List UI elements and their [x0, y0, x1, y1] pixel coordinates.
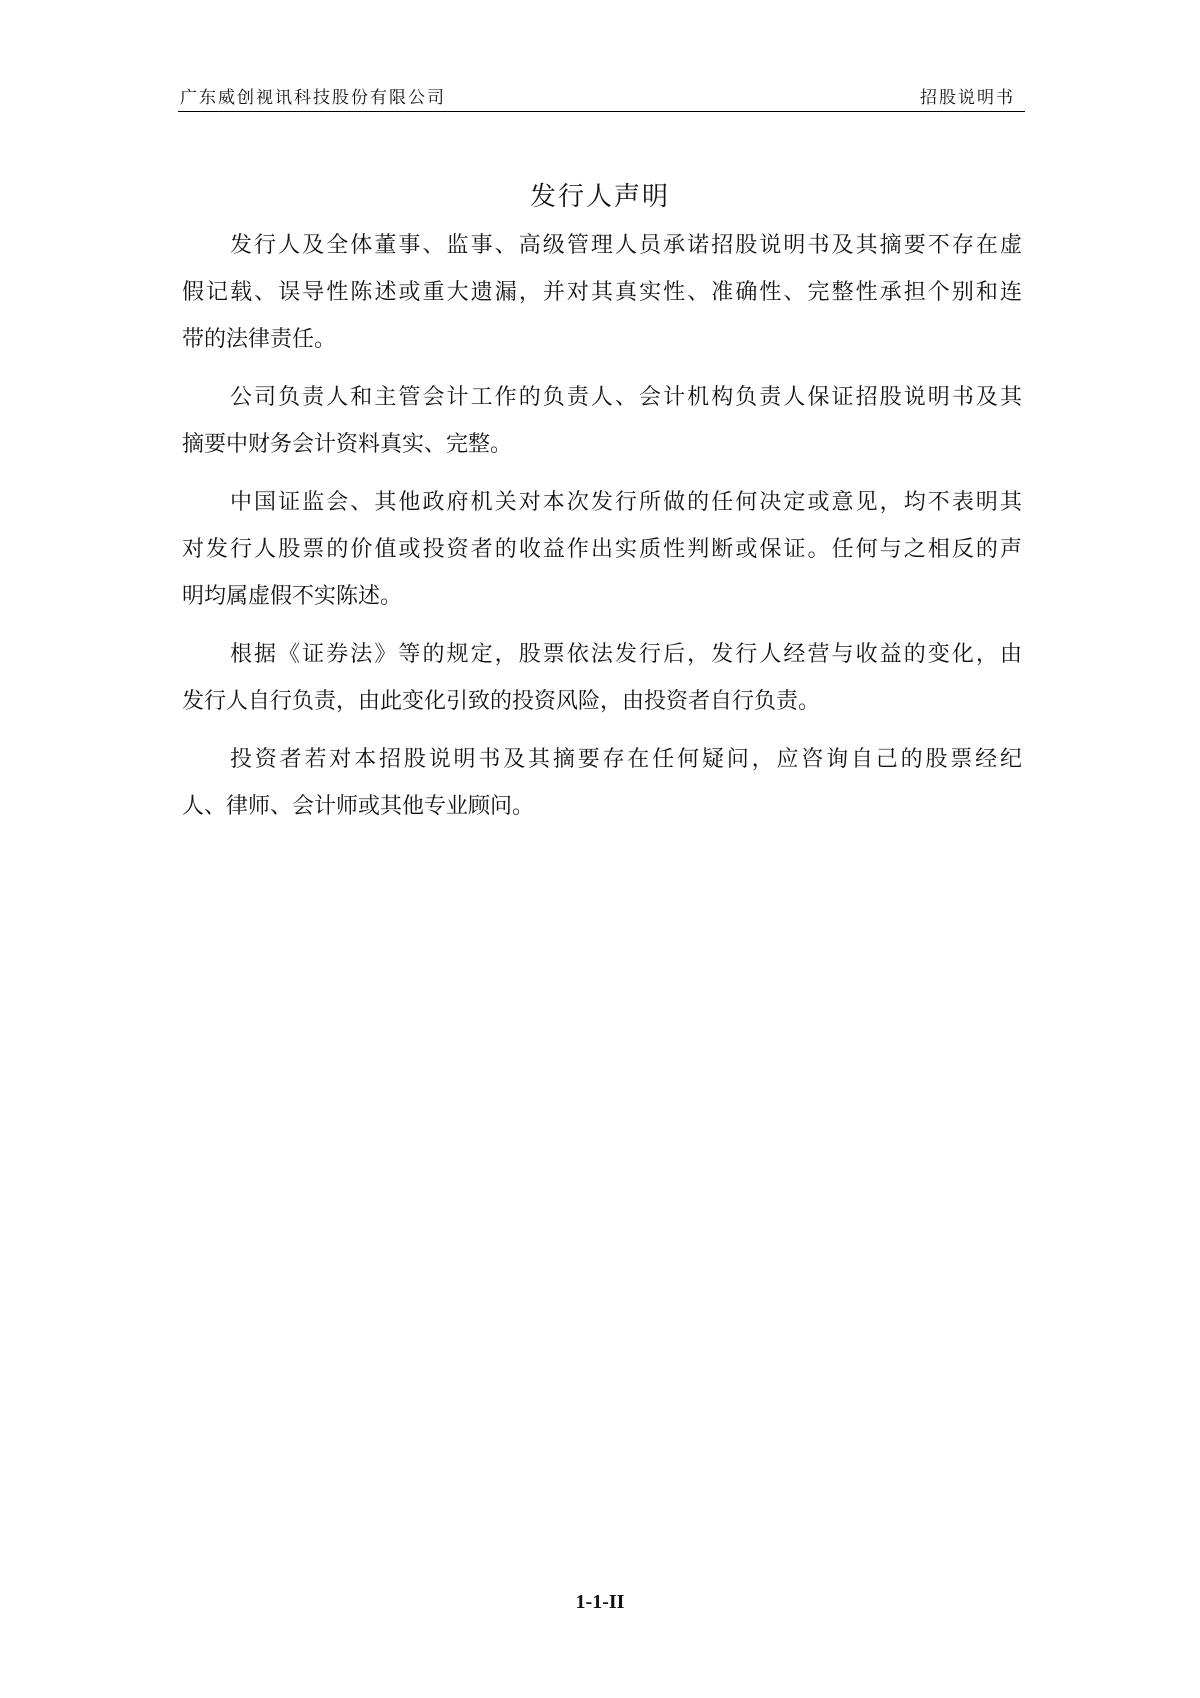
paragraph-line: 发行人自行负责，由此变化引致的投资风险，由投资者自行负责。 [182, 689, 821, 714]
paragraph-line: 摘要中财务会计资料真实、完整。 [182, 432, 513, 457]
statement-paragraph-5 [182, 736, 1022, 830]
page-title: 发行人声明 [529, 182, 670, 212]
paragraph-line: 中国证监会、其他政府机关对本次发行所做的任何决定或意见，均不表明其 [230, 490, 1022, 515]
paragraph-line: 对发行人股票的价值或投资者的收益作出实质性判断或保证。任何与之相反的声 [182, 537, 1022, 562]
statement-paragraph-3 [182, 479, 1022, 620]
paragraph-line: 人、律师、会计师或其他专业顾问。 [182, 794, 535, 819]
header-divider [178, 111, 1025, 112]
paragraph-line: 发行人及全体董事、监事、高级管理人员承诺招股说明书及其摘要不存在虚 [230, 233, 1022, 258]
paragraph-line: 假记载、误导性陈述或重大遗漏，并对其真实性、准确性、完整性承担个别和连 [182, 280, 1022, 305]
paragraph-line: 带的法律责任。 [182, 327, 337, 352]
header-document-type: 招股说明书 [920, 88, 1015, 107]
paragraph-line: 投资者若对本招股说明书及其摘要存在任何疑问，应咨询自己的股票经纪 [230, 747, 1022, 772]
statement-paragraph-1 [182, 222, 1022, 363]
paragraph-line: 公司负责人和主管会计工作的负责人、会计机构负责人保证招股说明书及其 [230, 385, 1022, 410]
statement-paragraph-4 [182, 631, 1022, 725]
paragraph-line: 根据《证券法》等的规定，股票依法发行后，发行人经营与收益的变化，由 [230, 642, 1022, 667]
paragraph-line: 明均属虚假不实陈述。 [182, 584, 403, 609]
page-number: 1-1-II [575, 1591, 625, 1613]
statement-body [182, 222, 1022, 841]
statement-paragraph-2 [182, 374, 1022, 468]
header-company-name: 广东威创视讯科技股份有限公司 [180, 88, 446, 107]
